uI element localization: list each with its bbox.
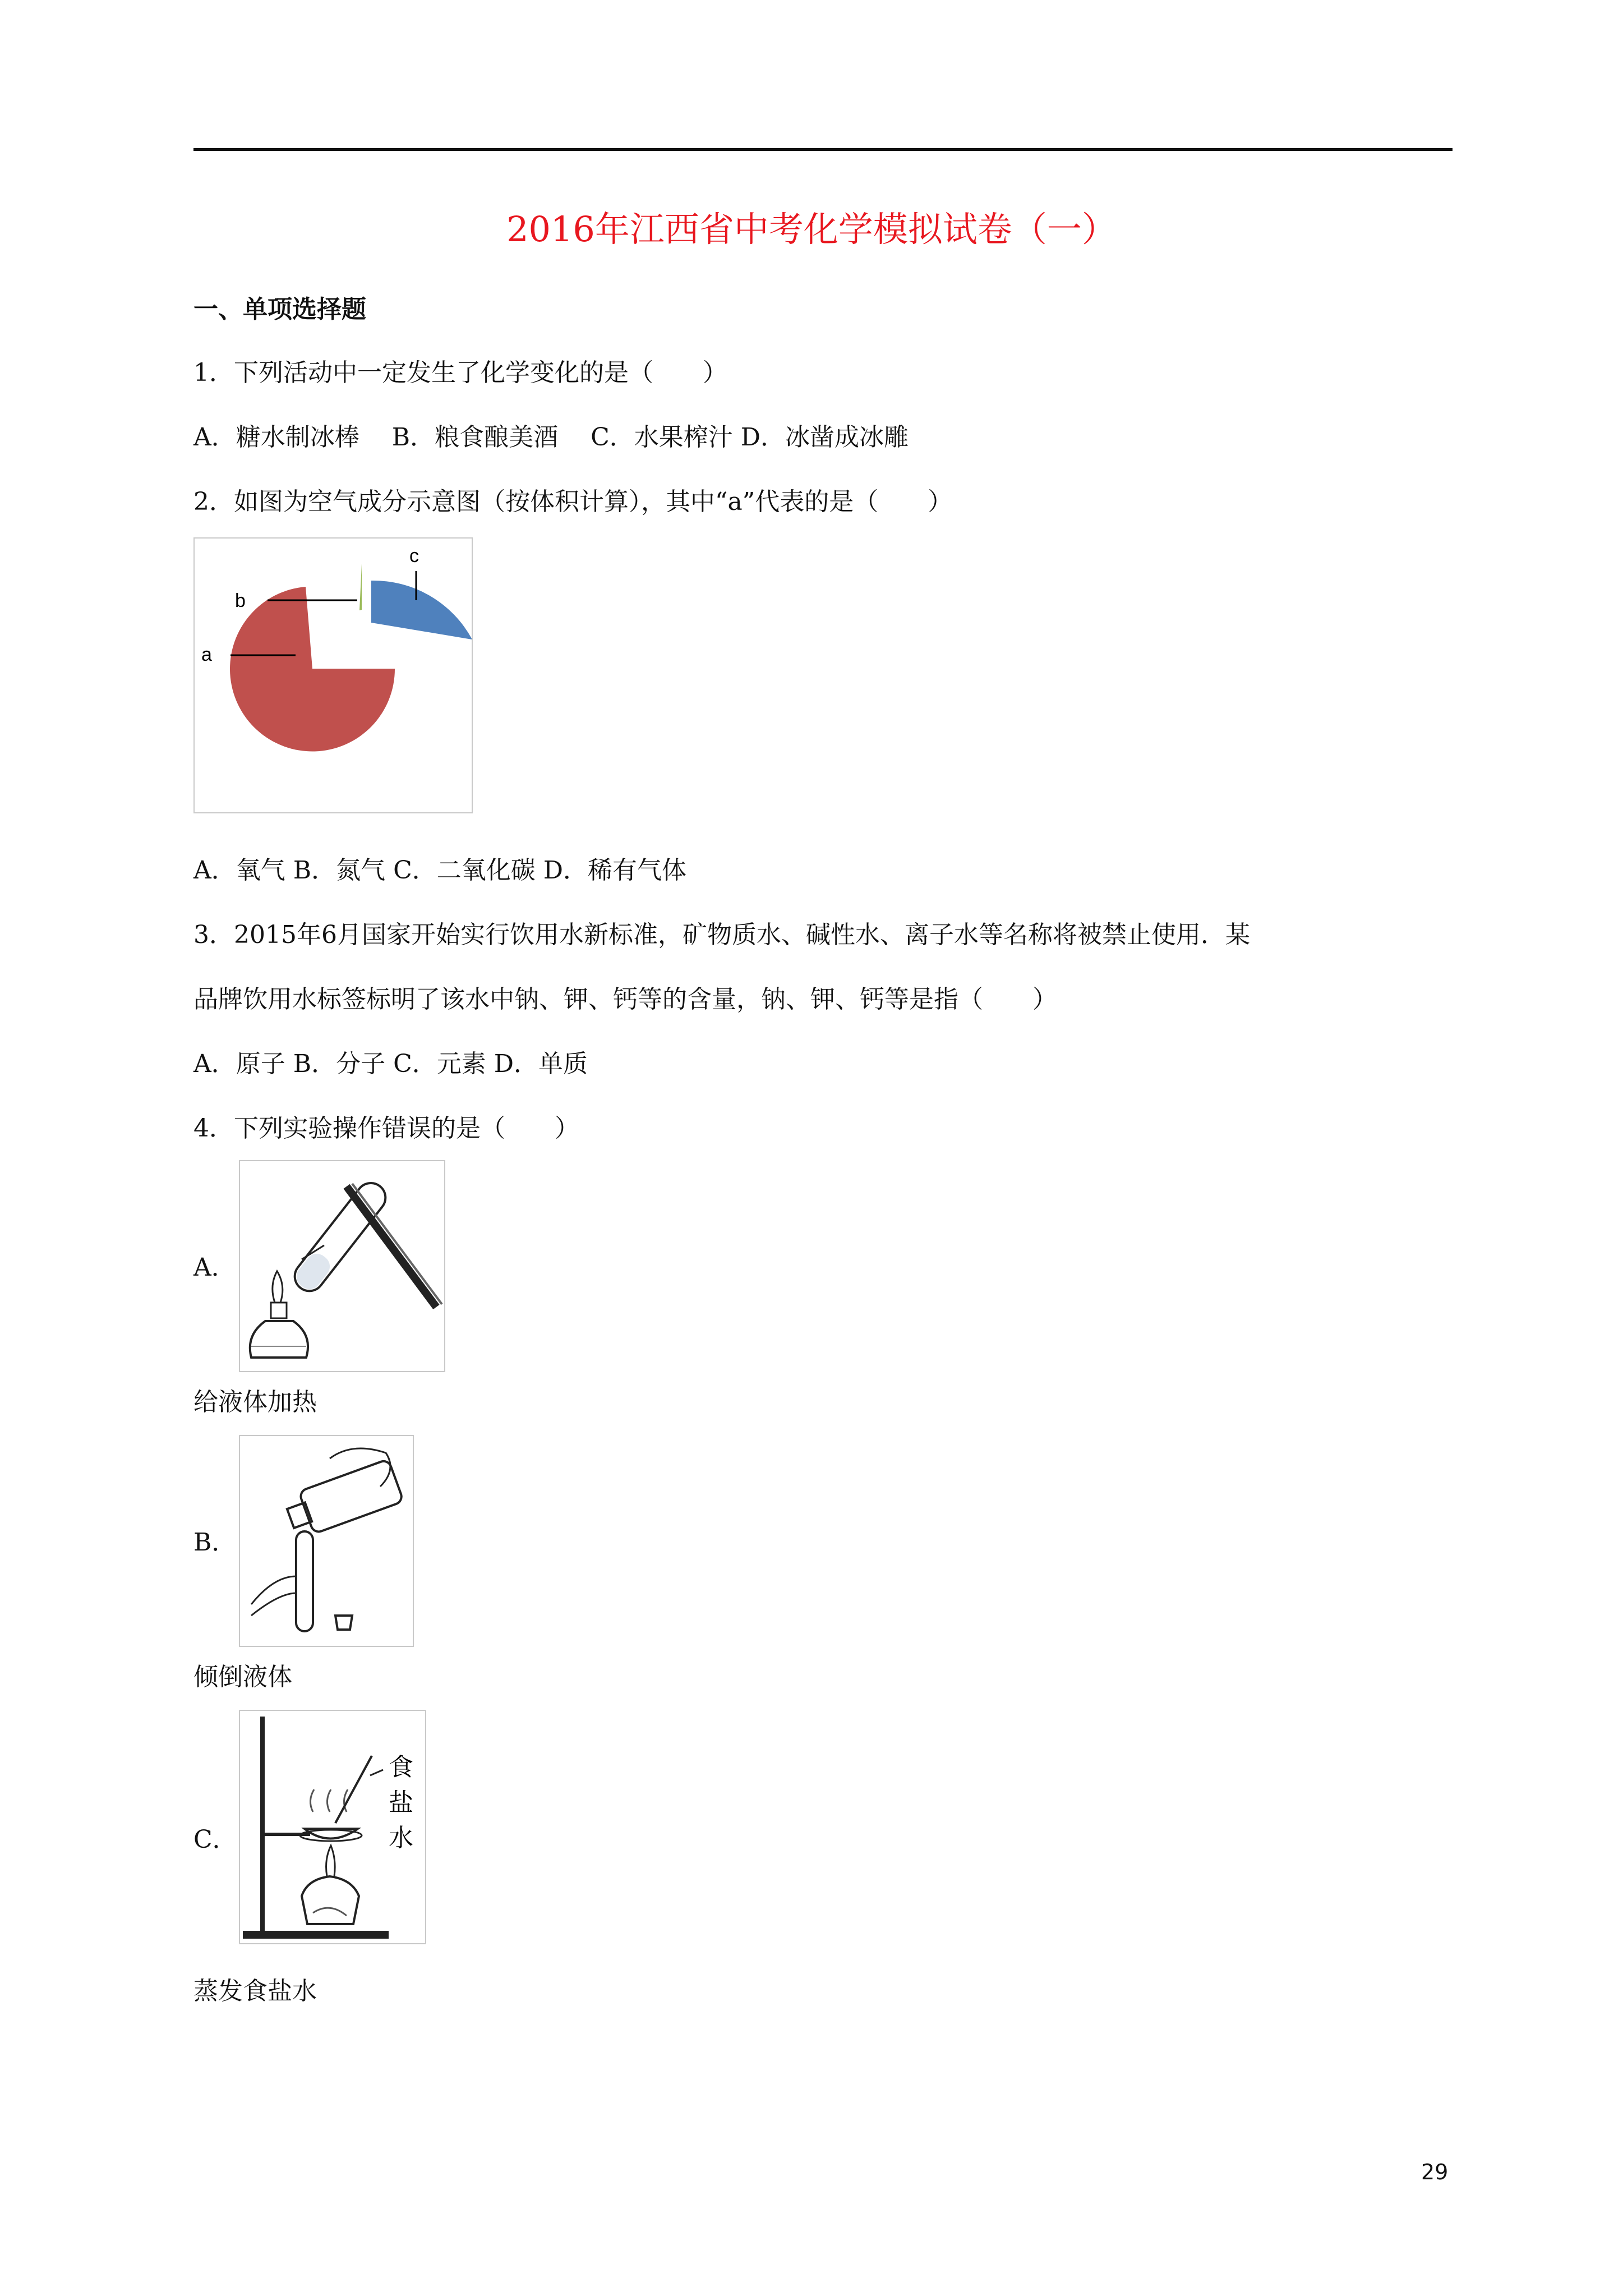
flame-icon xyxy=(326,1846,335,1876)
evaporation-figure xyxy=(239,1710,426,1944)
label-c: c xyxy=(409,545,419,567)
q1-stem: 1．下列活动中一定发生了化学变化的是（ ） xyxy=(193,358,727,387)
test-tube-icon xyxy=(289,1177,391,1297)
test-tube-icon xyxy=(296,1531,313,1631)
stand-base-icon xyxy=(243,1931,389,1939)
q4-option-c-letter: C． xyxy=(193,1825,237,1854)
hand-icon xyxy=(330,1448,390,1487)
q2-options: A．氧气 B．氮气 C．二氧化碳 D．稀有气体 xyxy=(193,856,687,885)
heating-liquid-figure xyxy=(239,1160,445,1372)
q3-stem-line2: 品牌饮用水标签标明了该水中钠、钾、钙等的含量，钠、钾、钙等是指（ ） xyxy=(193,985,1057,1014)
label-shui: 水 xyxy=(389,1824,413,1852)
arrow-icon xyxy=(370,1770,383,1775)
q3-stem-line1: 3．2015年6月国家开始实行饮用水新标准，矿物质水、碱性水、离子水等名称将被禁止使用．某 xyxy=(193,921,1250,949)
stopper-icon xyxy=(335,1616,352,1630)
q4-option-c-caption: 蒸发食盐水 xyxy=(193,1977,317,2005)
lamp-wick-icon xyxy=(271,1303,287,1318)
section-heading: 一、单项选择题 xyxy=(193,295,366,324)
q2-stem: 2．如图为空气成分示意图（按体积计算），其中“a”代表的是（ ） xyxy=(193,487,953,516)
air-composition-pie-figure xyxy=(193,537,473,813)
tube-holder-icon xyxy=(347,1186,436,1307)
pie-slice-c xyxy=(371,581,472,639)
q3-options: A．原子 B．分子 C．元素 D．单质 xyxy=(193,1050,588,1078)
pie-chart-svg xyxy=(195,539,472,812)
q4-option-b-letter: B． xyxy=(193,1528,237,1557)
label-shi: 食 xyxy=(389,1753,413,1782)
alcohol-lamp-icon xyxy=(250,1321,308,1358)
flame-icon xyxy=(273,1271,283,1303)
q4-option-a-caption: 给液体加热 xyxy=(193,1388,317,1416)
reagent-bottle-icon xyxy=(283,1459,403,1540)
pouring-liquid-drawing xyxy=(240,1436,413,1646)
page-number: 29 xyxy=(1421,2160,1449,2184)
q4-option-b-caption: 倾倒液体 xyxy=(193,1663,292,1691)
header-rule xyxy=(193,148,1453,151)
q1-options: A．糖水制冰棒 B．粮食酿美酒 C．水果榨汁 D．冰凿成冰雕 xyxy=(193,423,909,452)
pouring-liquid-figure xyxy=(239,1435,414,1647)
q4-option-a-letter: A． xyxy=(193,1253,236,1282)
label-yan: 盐 xyxy=(389,1788,413,1817)
evaporation-drawing xyxy=(240,1711,425,1943)
label-a: a xyxy=(201,644,212,665)
label-b: b xyxy=(235,590,246,611)
holding-hand-icon xyxy=(251,1576,296,1616)
q4-stem: 4．下列实验操作错误的是（ ） xyxy=(193,1114,579,1143)
glass-rod-icon xyxy=(335,1756,372,1823)
pie-slice-b xyxy=(359,564,362,610)
pie-slice-a xyxy=(230,587,395,752)
alcohol-lamp-icon xyxy=(302,1876,359,1924)
exam-title: 2016年江西省中考化学模拟试卷（一） xyxy=(506,209,1117,250)
heating-liquid-drawing xyxy=(240,1161,444,1371)
